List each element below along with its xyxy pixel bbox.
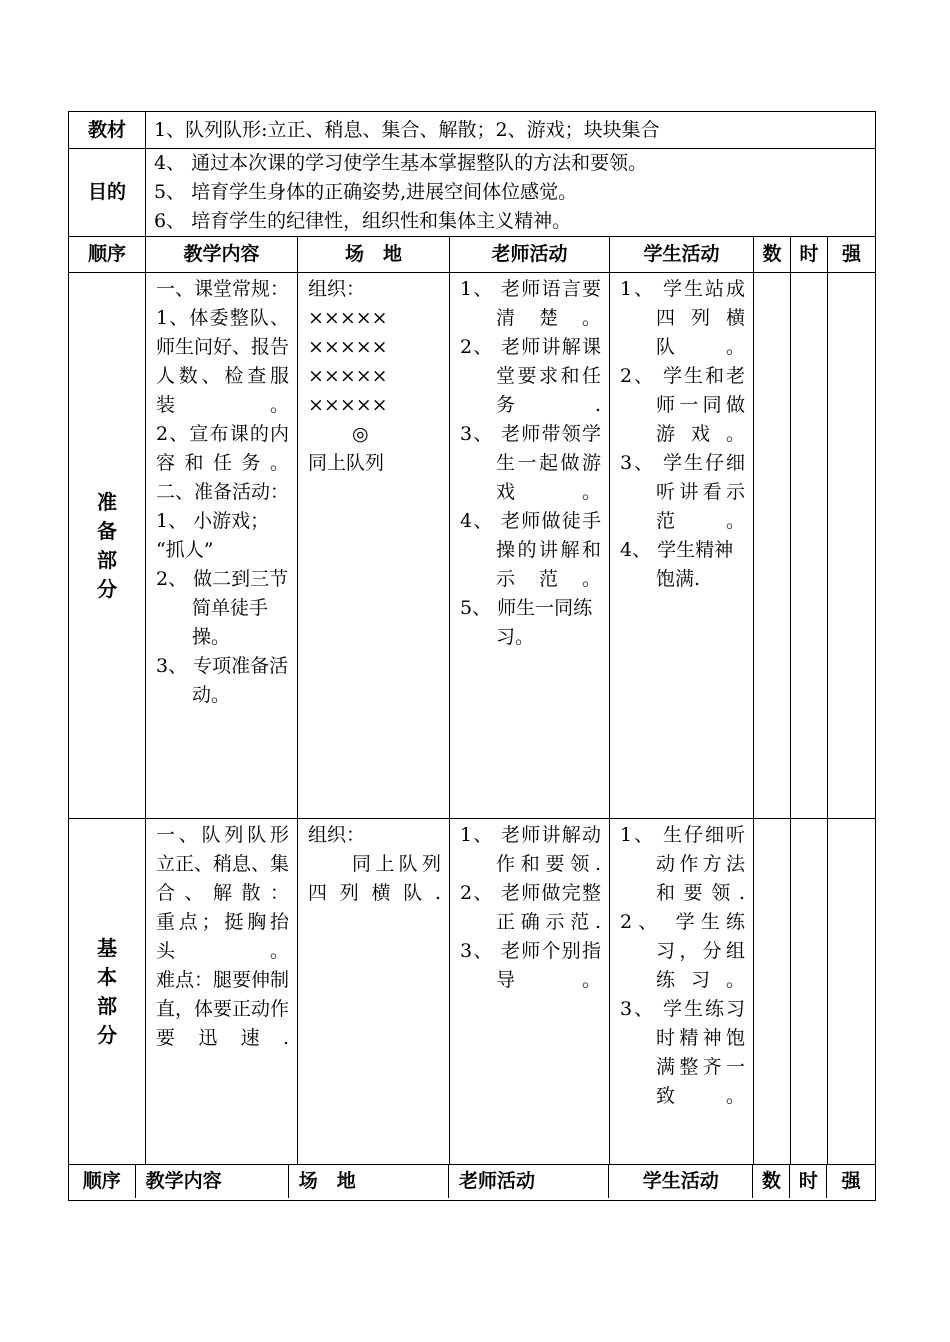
basic-count [754,819,791,1165]
basic-intensity [828,819,876,1165]
col-teacher: 老师活动 [450,237,610,273]
footer-col-order: 顺序 [69,1164,135,1198]
list-item: 3、 学生仔细听讲看示范。 [620,452,745,532]
material-label: 教材 [69,112,146,149]
basic-venue [298,819,450,1165]
col-order: 顺序 [69,237,146,273]
basic-teacher [450,819,610,1165]
list-item: 组织： [308,278,366,300]
footer-col-student: 学生活动 [609,1164,753,1198]
material-text: 1、队列队形:立正、稍息、集合、解散；2、游戏；块块集合 [146,112,876,149]
col-student: 学生活动 [610,237,754,273]
list-item: 1、 老师语言要清楚。 [460,278,601,329]
list-item: 5、 师生一同练习。 [460,597,593,648]
teacher-position-mark: ◎ [352,423,369,445]
footer-header-wrap [69,1165,876,1201]
list-item: 同上队列四列横队. [308,853,441,904]
goal-item: 4、 通过本次课的学习使学生基本掌握整队的方法和要领。 [154,152,648,174]
section-label-prep: 准 备 部 分 [69,273,146,819]
list-item: 1、 学生站成四列横队。 [620,278,745,358]
formation-row: ××××× [308,336,388,358]
formation-row: ××××× [308,307,388,329]
section-label-basic: 基 本 部 分 [69,819,146,1165]
col-content: 教学内容 [146,237,298,273]
list-item: 一、课堂常规： [156,278,290,300]
list-item: 2、 学生练习，分组练习。 [620,911,745,991]
prep-student [610,273,754,819]
goal-label: 目的 [69,149,146,237]
list-item: 3、 学生练习时精神饱满整齐一致。 [620,998,745,1107]
list-item: 难点：腿要伸制直，体要正动作要迅速. [156,969,290,1049]
basic-student [610,819,754,1165]
list-item: 2、 做二到三节简单徒手操。 [156,568,289,648]
list-item: 立正、稍息、集合、解散： [156,853,290,904]
list-item: 2、 老师做完整正确示范. [460,882,601,933]
list-item: 重点；挺胸抬头。 [156,911,289,962]
list-item: 4、 学生精神饱满. [620,539,734,590]
goal-list [146,149,876,237]
goal-item: 6、 培育学生的纪律性，组织性和集体主义精神。 [154,210,572,232]
list-item: 1、 小游戏； [156,510,270,532]
prep-time [791,273,828,819]
list-item: 2、宣布课的内容和任务。 [156,423,289,474]
goal-item: 5、 培育学生身体的正确姿势,进展空间体位感觉。 [154,181,578,203]
col-venue: 场 地 [298,237,450,273]
footer-header [69,1164,875,1198]
list-item: 4、 老师做徒手操的讲解和示范。 [460,510,601,590]
list-item: 同上队列 [308,452,385,474]
list-item: 3、 老师带领学生一起做游戏。 [460,423,601,503]
list-item: 1、 老师讲解动作和要领. [460,824,601,875]
footer-col-content: 教学内容 [135,1164,288,1198]
col-time: 时 [791,237,828,273]
list-item: 1、体委整队、师生问好、报告人数、检查服装。 [156,307,290,416]
list-item: 2、 学生和老师一同做游戏。 [620,365,745,445]
basic-content [146,819,298,1165]
footer-col-venue: 场 地 [288,1164,448,1198]
list-item: 2、 老师讲解课堂要求和任务. [460,336,601,416]
list-item: 3、 老师个别指导。 [460,940,601,991]
prep-count [754,273,791,819]
col-intensity: 强 [828,237,876,273]
prep-venue [298,273,450,819]
list-item: 二、准备活动： [156,481,290,503]
list-item: 组织： [308,824,366,846]
basic-time [791,819,828,1165]
list-item: 3、 专项准备活动。 [156,655,289,706]
list-item: 一、队列队形 [156,824,289,846]
col-count: 数 [754,237,791,273]
footer-col-time: 时 [790,1164,827,1198]
prep-content [146,273,298,819]
list-item: 1、 生仔细听动作方法和要领. [620,824,745,904]
prep-teacher [450,273,610,819]
formation-row: ××××× [308,365,388,387]
prep-intensity [828,273,876,819]
lesson-plan-table [68,111,876,1201]
footer-col-intensity: 强 [827,1164,875,1198]
footer-col-teacher: 老师活动 [448,1164,608,1198]
formation-row: ××××× [308,394,388,416]
list-item: “抓人” [156,539,214,561]
footer-col-count: 数 [753,1164,790,1198]
